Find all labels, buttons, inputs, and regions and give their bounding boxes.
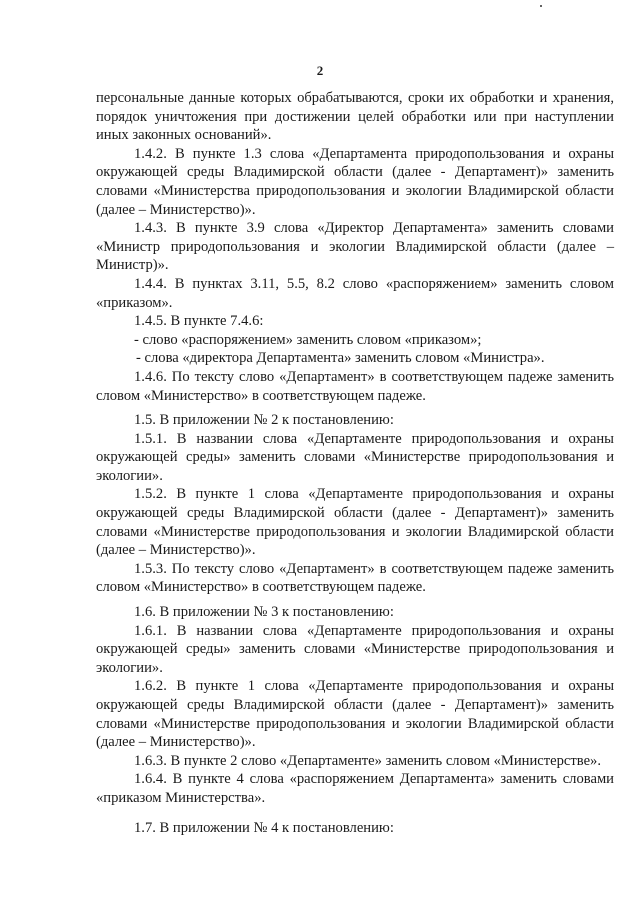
paragraph-1-6-3: 1.6.3. В пункте 2 слово «Департаменте» заменить словом «Министерстве». xyxy=(134,752,601,769)
paragraph-1-4-5: 1.4.5. В пункте 7.4.6: xyxy=(134,313,264,330)
paragraph-continuation: персональные данные которых обрабатываются, сроки их обработки и хранения, порядок уничтожения при достижении целей обработки или при наступлении иных законных оснований». xyxy=(96,90,614,144)
paragraph-1-4-3: 1.4.3. В пункте 3.9 слова «Директор Департамента» заменить словами «Министр природопользования и экологии Владимирской области (далее – Министр)». xyxy=(96,220,614,274)
list-item-1: - слово «распоряжением» заменить словом «приказом»; xyxy=(134,331,482,348)
paragraph-1-5-2: 1.5.2. В пункте 1 слова «Департаменте природопользования и охраны окружающей среды Владимирской области (далее - Департамент)» заменить словами «Министерстве природопользования и экологии Владимирской области (далее – Министерство)». xyxy=(96,486,614,559)
paragraph-1-7: 1.7. В приложении № 4 к постановлению: xyxy=(134,819,394,836)
paragraph-1-4-2: 1.4.2. В пункте 1.3 слова «Департамента природопользования и охраны окружающей среды Владимирской области (далее - Департамент)» заменить словами «Министерства природопользования и экологии Владимирской области (далее – Министерство)». xyxy=(96,145,614,218)
paragraph-1-6-1: 1.6.1. В названии слова «Департаменте природопользования и охраны окружающей среды» заменить словами «Министерстве природопользования и экологии». xyxy=(96,622,614,676)
paragraph-1-6: 1.6. В приложении № 3 к постановлению: xyxy=(134,604,394,621)
paragraph-1-5-1: 1.5.1. В названии слова «Департаменте природопользования и охраны окружающей среды» заменить словами «Министерстве природопользования и экологии». xyxy=(96,430,614,484)
paragraph-1-4-6: 1.4.6. По тексту слово «Департамент» в соответствующем падеже заменить словом «Министерство» в соответствующем падеже. xyxy=(96,368,614,404)
paragraph-1-6-2: 1.6.2. В пункте 1 слова «Департаменте природопользования и охраны окружающей среды Владимирской области (далее - Департамент)» заменить словами «Министерстве природопользования и экологии Владимирской области (далее – Министерство)». xyxy=(96,678,614,751)
scan-speck xyxy=(540,5,542,7)
list-item-2: - слова «директора Департамента» заменить словом «Министра». xyxy=(136,350,545,367)
paragraph-1-4-4: 1.4.4. В пунктах 3.11, 5.5, 8.2 слово «распоряжением» заменить словом «приказом». xyxy=(96,275,614,311)
paragraph-1-5: 1.5. В приложении № 2 к постановлению: xyxy=(134,412,394,429)
paragraph-1-6-4: 1.6.4. В пункте 4 слова «распоряжением Департамента» заменить словами «приказом Министерства». xyxy=(96,771,614,806)
paragraph-1-5-3: 1.5.3. По тексту слово «Департамент» в соответствующем падеже заменить словом «Министерство» в соответствующем падеже. xyxy=(96,560,614,596)
document-body xyxy=(96,89,614,837)
page-number: 2 xyxy=(316,63,324,78)
